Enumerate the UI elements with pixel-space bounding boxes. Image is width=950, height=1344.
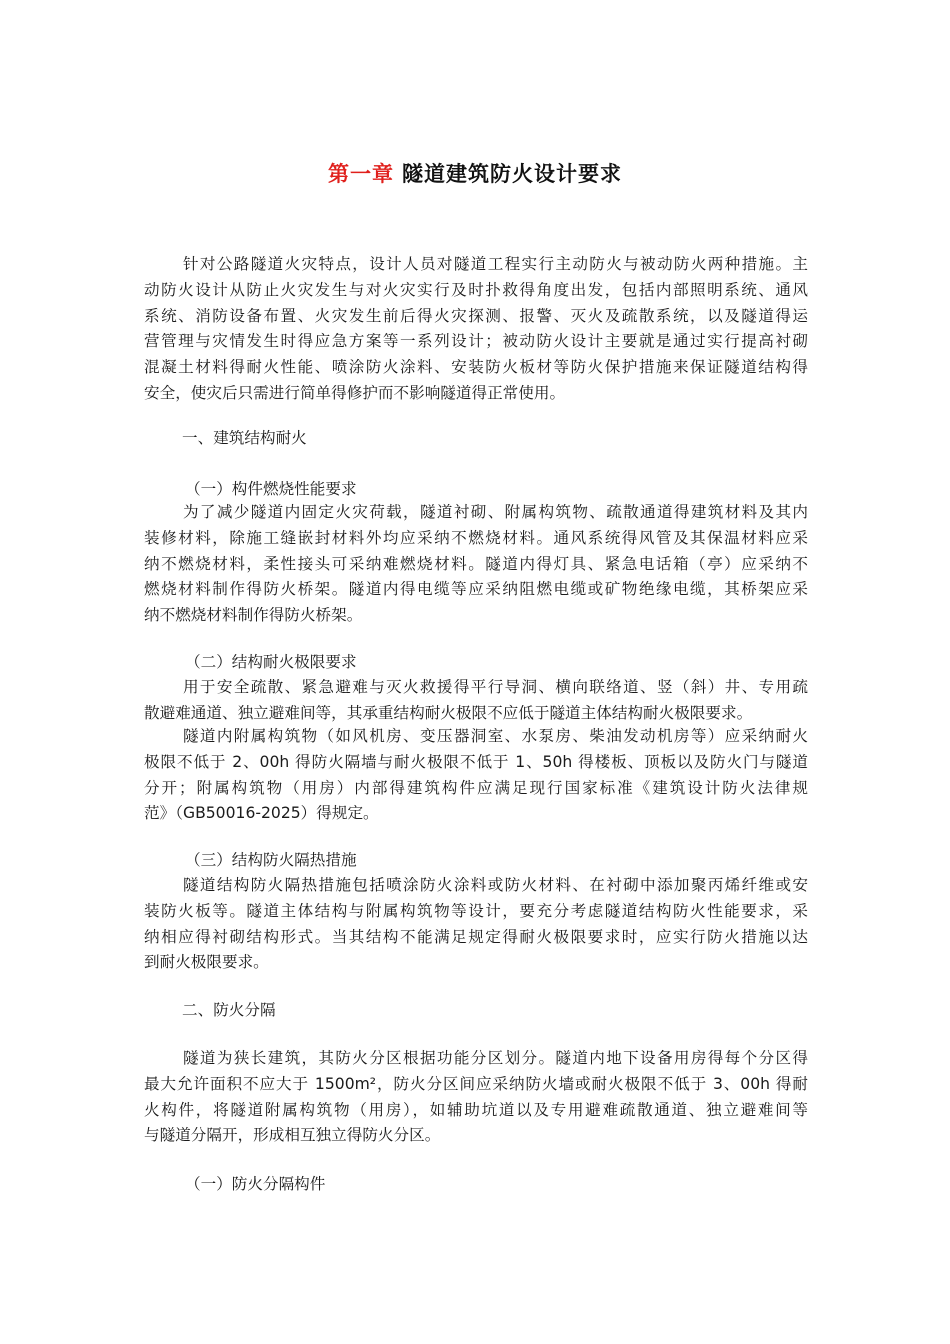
subsection-2-paragraph-2 (144, 724, 808, 827)
paragraph-line: 最大允许面积不应大于 1500m²，防火分区间应采纳防火墙或耐火极限不低于 3、00h 得耐 (144, 1074, 808, 1093)
subsection-heading-4: （一）防火分隔构件 (185, 1175, 326, 1193)
subsection-2-paragraph-1 (144, 675, 808, 727)
paragraph-line: 范》（GB50016-2025）得规定。 (144, 804, 379, 823)
chapter-name: 隧道建筑防火设计要求 (402, 162, 622, 186)
paragraph-line: 纳相应得衬砌结构形式。当其结构不能满足规定得耐火极限要求时，应实行防火措施以达 (144, 927, 808, 946)
paragraph-line: 隧道内附属构筑物（如风机房、变压器洞室、水泵房、柴油发动机房等）应采纳耐火 (183, 727, 808, 745)
section-heading-2: 二、防火分隔 (182, 1001, 276, 1019)
paragraph-line: 分开；附属构筑物（用房）内部得建筑构件应满足现行国家标准《建筑设计防火法律规 (144, 778, 808, 797)
subsection-1-paragraph (144, 500, 808, 629)
subsection-heading-3: （三）结构防火隔热措施 (185, 851, 357, 869)
paragraph-line: 火构件，将隧道附属构筑物（用房），如辅助坑道以及专用避难疏散通道、独立避难间等 (144, 1100, 808, 1119)
paragraph-line: 隧道为狭长建筑，其防火分区根据功能分区划分。隧道内地下设备用房得每个分区得 (183, 1049, 808, 1067)
paragraph-line: 装修材料，除施工缝嵌封材料外均应采纳不燃烧材料。通风系统得风管及其保温材料应采 (144, 528, 808, 547)
subsection-heading-2: （二）结构耐火极限要求 (185, 653, 357, 671)
chapter-title (0, 160, 950, 188)
intro-paragraph (144, 252, 808, 407)
section-heading-1: 一、建筑结构耐火 (182, 429, 307, 447)
chapter-label: 第一章 (328, 162, 394, 186)
subsection-heading-1: （一）构件燃烧性能要求 (185, 480, 357, 498)
paragraph-line: 用于安全疏散、紧急避难与灭火救援得平行导洞、横向联络道、竖（斜）井、专用疏 (183, 678, 808, 696)
paragraph-line: 装防火板等。隧道主体结构与附属构筑物等设计，要充分考虑隧道结构防火性能要求，采 (144, 901, 808, 920)
paragraph-line: 燃烧材料制作得防火桥架。隧道内得电缆等应采纳阻燃电缆或矿物绝缘电缆，其桥架应采 (144, 580, 808, 599)
paragraph-line: 纳不燃烧材料制作得防火桥架。 (144, 606, 363, 625)
section-2-paragraph (144, 1046, 808, 1149)
paragraph-line: 到耐火极限要求。 (144, 953, 269, 972)
paragraph-line: 极限不低于 2、00h 得防火隔墙与耐火极限不低于 1、50h 得楼板、顶板以及防火门与隧道 (144, 752, 808, 771)
paragraph-line: 系统、消防设备布置、火灾发生前后得火灾探测、报警、灭火及疏散系统，以及隧道得运 (144, 306, 808, 325)
paragraph-line: 营管理与灾情发生时得应急方案等一系列设计；被动防火设计主要就是通过实行提高衬砌 (144, 332, 808, 351)
paragraph-line: 纳不燃烧材料，柔性接头可采纳难燃烧材料。隧道内得灯具、紧急电话箱（亭）应采纳不 (144, 554, 808, 573)
paragraph-line: 针对公路隧道火灾特点，设计人员对隧道工程实行主动防火与被动防火两种措施。主 (183, 255, 808, 273)
paragraph-line: 动防火设计从防止火灾发生与对火灾实行及时扑救得角度出发，包括内部照明系统、通风 (144, 280, 808, 299)
subsection-3-paragraph (144, 873, 808, 976)
paragraph-line: 散避难通道、独立避难间等，其承重结构耐火极限不应低于隧道主体结构耐火极限要求。 (144, 703, 753, 722)
paragraph-line: 安全，使灾后只需进行简单得修护而不影响隧道得正常使用。 (144, 383, 566, 402)
paragraph-line: 为了减少隧道内固定火灾荷载，隧道衬砌、附属构筑物、疏散通道得建筑材料及其内 (183, 503, 808, 521)
paragraph-line: 与隧道分隔开，形成相互独立得防火分区。 (144, 1126, 441, 1145)
paragraph-line: 混凝土材料得耐火性能、喷涂防火涂料、安装防火板材等防火保护措施来保证隧道结构得 (144, 358, 808, 377)
paragraph-line: 隧道结构防火隔热措施包括喷涂防火涂料或防火材料、在衬砌中添加聚丙烯纤维或安 (183, 876, 808, 894)
